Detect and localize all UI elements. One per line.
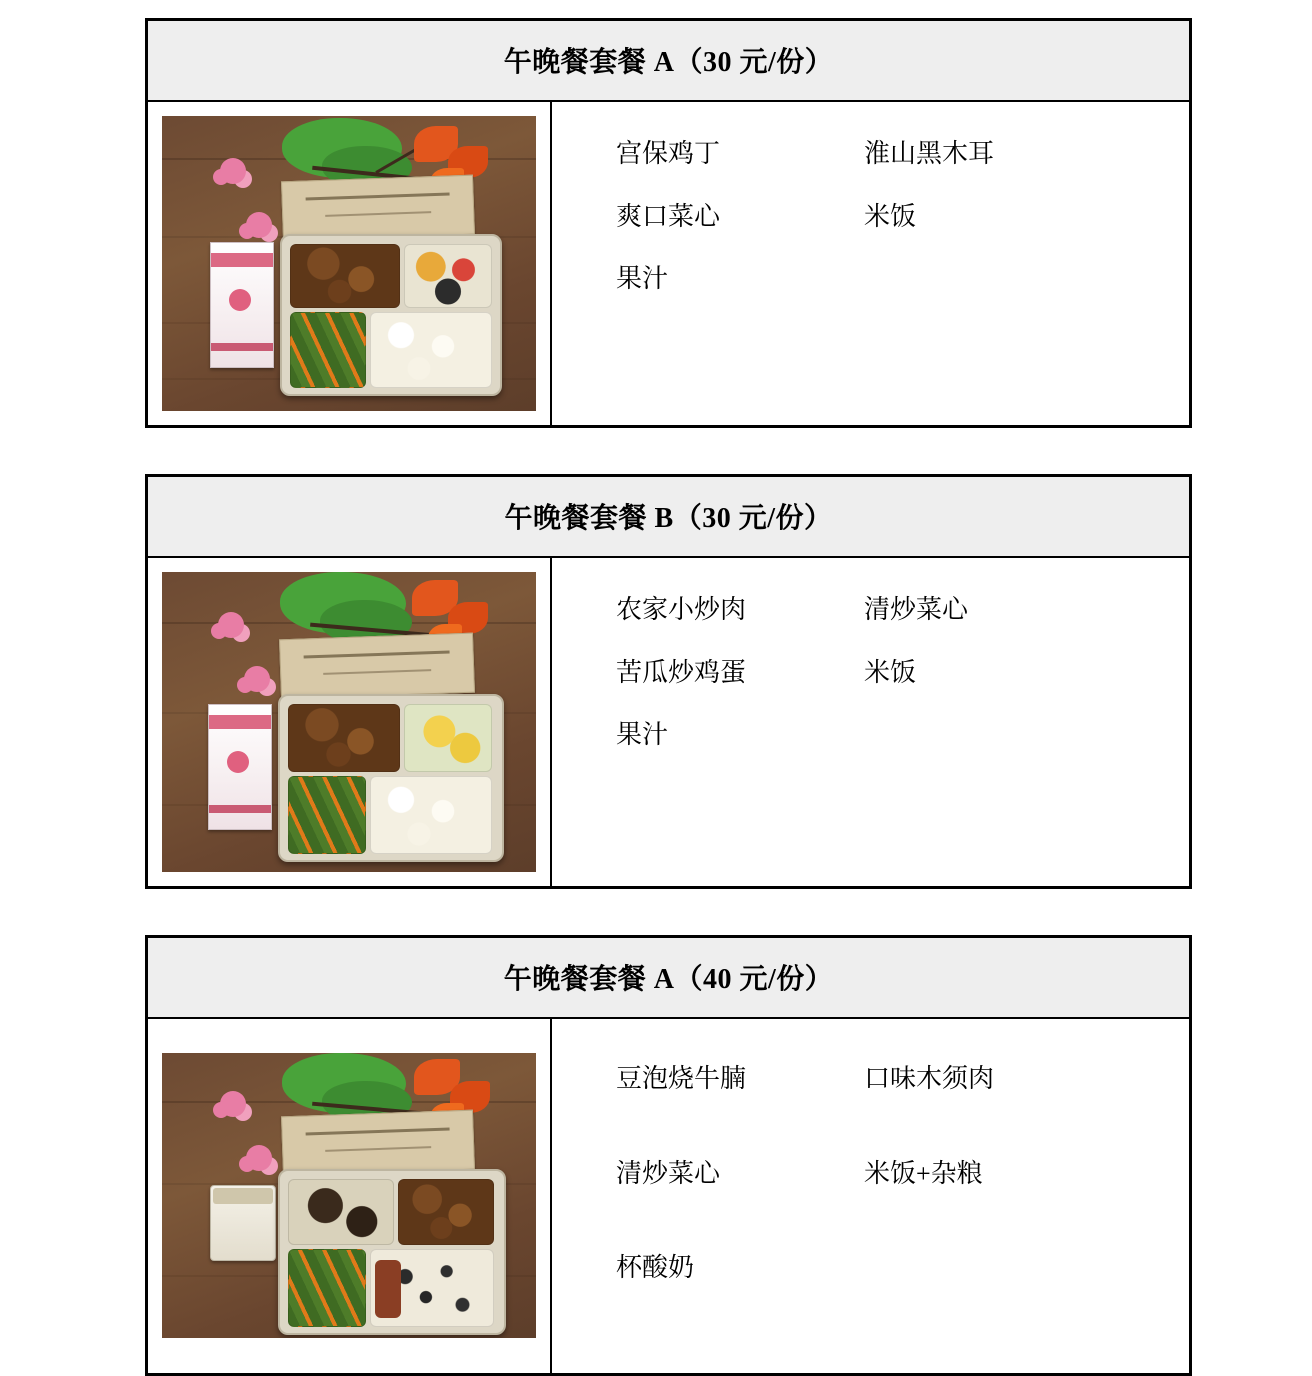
food-compartment bbox=[290, 312, 366, 388]
meal-card bbox=[145, 18, 1192, 428]
dish-row bbox=[616, 263, 1169, 296]
dish-list bbox=[552, 558, 1189, 886]
meal-card-body bbox=[148, 102, 1189, 425]
meal-card-header bbox=[148, 938, 1189, 1019]
meal-card-header bbox=[148, 477, 1189, 558]
dish-name: 米饭+杂粮 bbox=[864, 1158, 983, 1188]
meal-photo-cell bbox=[148, 102, 552, 425]
food-compartment bbox=[370, 312, 492, 388]
dish-name: 果汁 bbox=[616, 720, 669, 749]
dish-name: 杯酸奶 bbox=[616, 1253, 695, 1282]
dish-name: 果汁 bbox=[616, 264, 669, 293]
dish-name: 宫保鸡丁 bbox=[616, 139, 721, 168]
juice-carton bbox=[208, 704, 272, 830]
dish-row bbox=[616, 1063, 1169, 1096]
pink-blossom-icon bbox=[244, 666, 270, 692]
meal-photo-cell bbox=[148, 1019, 552, 1373]
dish-name bbox=[864, 1252, 1169, 1285]
dish-row bbox=[616, 1252, 1169, 1285]
dish-row bbox=[616, 657, 1169, 690]
meal-photo-a30 bbox=[162, 116, 536, 411]
dish-name: 爽口菜心 bbox=[616, 201, 721, 231]
meal-photo-a40 bbox=[162, 1053, 536, 1338]
dish-name: 苦瓜炒鸡蛋 bbox=[616, 657, 747, 687]
page-title: 午晚餐套餐 A（30 元/份） bbox=[503, 47, 834, 78]
dish-row bbox=[616, 719, 1169, 752]
pink-blossom-icon bbox=[246, 212, 272, 238]
dish-name bbox=[864, 719, 1169, 752]
bento-tray bbox=[278, 694, 504, 862]
food-compartment bbox=[404, 704, 492, 772]
dish-row bbox=[616, 138, 1169, 171]
dish-list bbox=[552, 102, 1189, 425]
dish-row bbox=[616, 594, 1169, 627]
dish-name: 清炒菜心 bbox=[616, 1158, 721, 1188]
pink-blossom-icon bbox=[246, 1145, 272, 1171]
bento-tray bbox=[278, 1169, 506, 1335]
dish-name: 米饭 bbox=[864, 657, 917, 687]
meal-photo-b30 bbox=[162, 572, 536, 872]
meal-card bbox=[145, 935, 1192, 1376]
napkin bbox=[279, 633, 475, 700]
food-compartment bbox=[288, 704, 400, 772]
food-compartment bbox=[288, 776, 366, 854]
food-compartment bbox=[288, 1249, 366, 1327]
page-title: 午晚餐套餐 B（30 元/份） bbox=[504, 503, 833, 534]
food-compartment bbox=[404, 244, 492, 308]
food-compartment bbox=[290, 244, 400, 308]
napkin bbox=[281, 175, 475, 242]
meal-card bbox=[145, 474, 1192, 889]
food-compartment bbox=[288, 1179, 394, 1245]
dish-name: 淮山黑木耳 bbox=[864, 139, 995, 168]
dish-name: 农家小炒肉 bbox=[616, 595, 747, 624]
dish-row bbox=[616, 201, 1169, 234]
dish-name: 口味木须肉 bbox=[864, 1064, 995, 1093]
dish-name: 米饭 bbox=[864, 201, 917, 231]
page-title: 午晚餐套餐 A（40 元/份） bbox=[503, 964, 834, 995]
food-compartment bbox=[370, 1249, 494, 1327]
meal-photo-cell bbox=[148, 558, 552, 886]
dish-list bbox=[552, 1019, 1189, 1373]
pink-blossom-icon bbox=[218, 612, 244, 638]
bento-tray bbox=[280, 234, 502, 396]
napkin bbox=[281, 1110, 475, 1177]
dish-name: 豆泡烧牛腩 bbox=[616, 1064, 747, 1093]
pink-blossom-icon bbox=[220, 1091, 246, 1117]
food-compartment bbox=[370, 776, 492, 854]
meal-card-body bbox=[148, 558, 1189, 886]
food-compartment bbox=[398, 1179, 494, 1245]
yogurt-cup bbox=[210, 1185, 276, 1261]
juice-carton bbox=[210, 242, 274, 368]
meal-card-body bbox=[148, 1019, 1189, 1373]
dish-name: 清炒菜心 bbox=[864, 595, 969, 624]
dish-row bbox=[616, 1158, 1169, 1191]
meal-card-header bbox=[148, 21, 1189, 102]
dish-name bbox=[864, 263, 1169, 296]
pink-blossom-icon bbox=[220, 158, 246, 184]
